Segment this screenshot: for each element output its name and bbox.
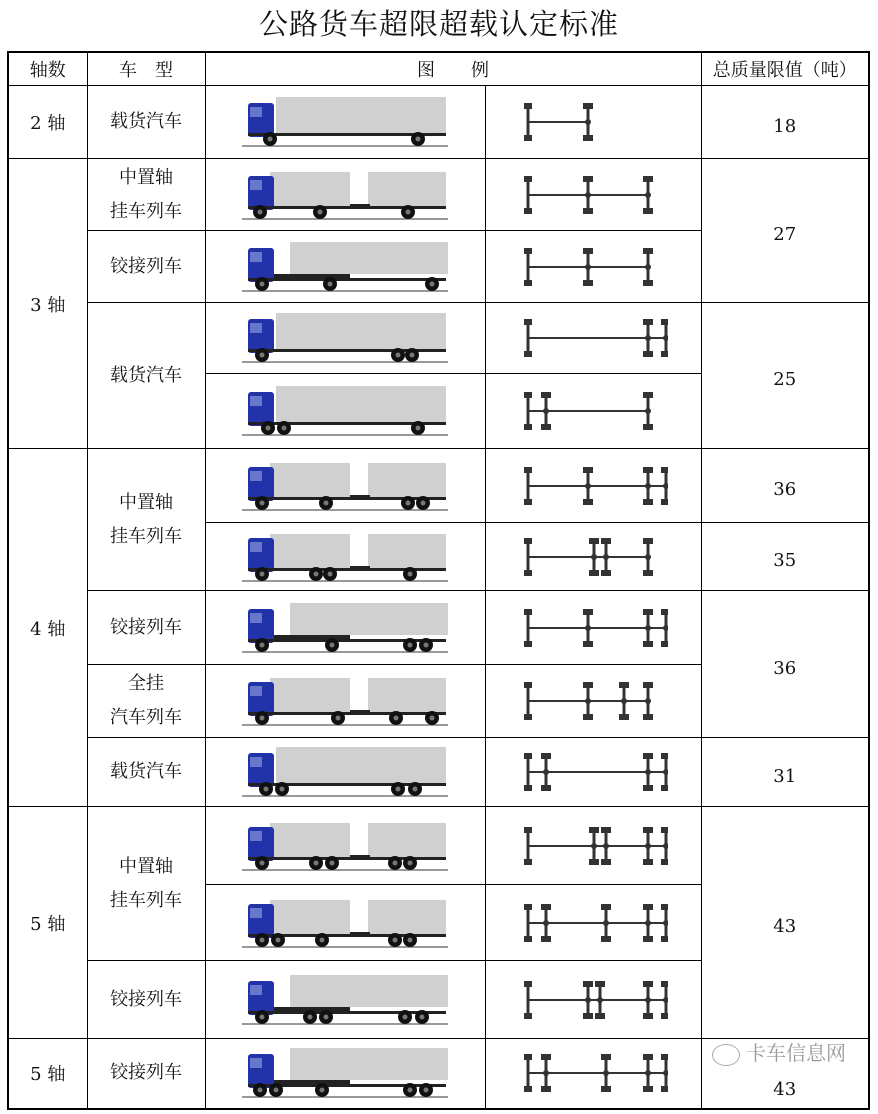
overload-standard-table — [7, 51, 870, 1110]
truck-illustration — [240, 382, 450, 440]
truck-illustration — [240, 599, 450, 657]
truck-illustration — [240, 743, 450, 801]
axle-diagram-cell — [485, 665, 701, 738]
table-row — [8, 449, 869, 523]
axle-diagram-cell — [485, 449, 701, 523]
truck-picture-cell — [205, 159, 485, 231]
axle-diagram-cell — [485, 374, 701, 449]
axle-diagram — [518, 386, 668, 436]
table-row — [8, 591, 869, 665]
axle-diagram-cell — [485, 738, 701, 807]
truck-picture-cell — [205, 523, 485, 591]
weight-limit-cell: 43 — [701, 1039, 869, 1109]
truck-picture-cell — [205, 591, 485, 665]
axle-diagram-cell — [485, 159, 701, 231]
truck-picture-cell — [205, 807, 485, 885]
truck-illustration — [240, 309, 450, 367]
truck-illustration — [240, 894, 450, 952]
axle-diagram-cell — [485, 86, 701, 159]
truck-picture-cell — [205, 738, 485, 807]
truck-illustration — [240, 166, 450, 224]
table-row — [8, 86, 869, 159]
axle-diagram — [518, 461, 668, 511]
truck-picture-cell — [205, 665, 485, 738]
axle-count-cell: 3 轴 — [8, 159, 87, 449]
vehicle-type-cell: 全挂 汽车列车 — [87, 665, 205, 738]
header-type: 车 型 — [87, 52, 205, 86]
axle-diagram-cell — [485, 523, 701, 591]
truck-picture-cell — [205, 449, 485, 523]
vehicle-type-cell: 中置轴 挂车列车 — [87, 449, 205, 591]
axle-diagram — [518, 1048, 668, 1098]
weight-limit-cell: 18 — [701, 86, 869, 159]
axle-diagram — [518, 532, 668, 582]
table-row — [8, 303, 869, 374]
axle-diagram-cell — [485, 1039, 701, 1109]
axle-diagram — [518, 170, 668, 220]
truck-illustration — [240, 672, 450, 730]
truck-picture-cell — [205, 303, 485, 374]
vehicle-type-cell: 中置轴 挂车列车 — [87, 159, 205, 231]
axle-count-cell: 5 轴 — [8, 1039, 87, 1109]
axle-count-cell: 4 轴 — [8, 449, 87, 807]
axle-diagram — [518, 242, 668, 292]
truck-picture-cell — [205, 374, 485, 449]
vehicle-type-cell: 铰接列车 — [87, 961, 205, 1039]
truck-illustration — [240, 528, 450, 586]
axle-diagram-cell — [485, 961, 701, 1039]
axle-diagram — [518, 898, 668, 948]
header-limit: 总质量限值（吨） — [701, 52, 869, 86]
weight-limit-cell: 36 — [701, 591, 869, 738]
axle-diagram — [518, 975, 668, 1025]
vehicle-type-cell: 铰接列车 — [87, 591, 205, 665]
truck-picture-cell — [205, 231, 485, 303]
axle-diagram — [518, 97, 668, 147]
axle-diagram-cell — [485, 231, 701, 303]
axle-diagram-cell — [485, 807, 701, 885]
axle-count-cell: 2 轴 — [8, 86, 87, 159]
axle-diagram — [518, 821, 668, 871]
header-axles: 轴数 — [8, 52, 87, 86]
truck-picture-cell — [205, 1039, 485, 1109]
truck-picture-cell — [205, 961, 485, 1039]
axle-diagram — [518, 603, 668, 653]
axle-diagram — [518, 747, 668, 797]
table-row — [8, 738, 869, 807]
weight-limit-cell: 31 — [701, 738, 869, 807]
vehicle-type-cell: 铰接列车 — [87, 1039, 205, 1109]
axle-diagram — [518, 313, 668, 363]
table-row — [8, 807, 869, 885]
truck-picture-cell — [205, 885, 485, 961]
weight-limit-cell: 35 — [701, 523, 869, 591]
weight-limit-cell: 36 — [701, 449, 869, 523]
truck-illustration — [240, 457, 450, 515]
axle-diagram-cell — [485, 885, 701, 961]
wechat-icon — [712, 1044, 740, 1066]
axle-diagram-cell — [485, 591, 701, 665]
weight-limit-cell: 27 — [701, 159, 869, 303]
watermark: 卡车信息网 — [712, 1041, 846, 1066]
vehicle-type-cell: 铰接列车 — [87, 231, 205, 303]
vehicle-type-cell: 中置轴 挂车列车 — [87, 807, 205, 961]
page-title: 公路货车超限超载认定标准 — [258, 7, 619, 41]
axle-diagram-cell — [485, 303, 701, 374]
table-row — [8, 159, 869, 231]
truck-illustration — [240, 1044, 450, 1102]
axle-count-cell: 5 轴 — [8, 807, 87, 1039]
vehicle-type-cell: 载货汽车 — [87, 86, 205, 159]
truck-illustration — [240, 93, 450, 151]
weight-limit-cell: 43 — [701, 807, 869, 1039]
truck-illustration — [240, 238, 450, 296]
truck-picture-cell — [205, 86, 485, 159]
vehicle-type-cell: 载货汽车 — [87, 738, 205, 807]
header-legend: 图 例 — [205, 52, 701, 86]
truck-illustration — [240, 971, 450, 1029]
axle-diagram — [518, 676, 668, 726]
truck-illustration — [240, 817, 450, 875]
weight-limit-cell: 25 — [701, 303, 869, 449]
vehicle-type-cell: 载货汽车 — [87, 303, 205, 449]
